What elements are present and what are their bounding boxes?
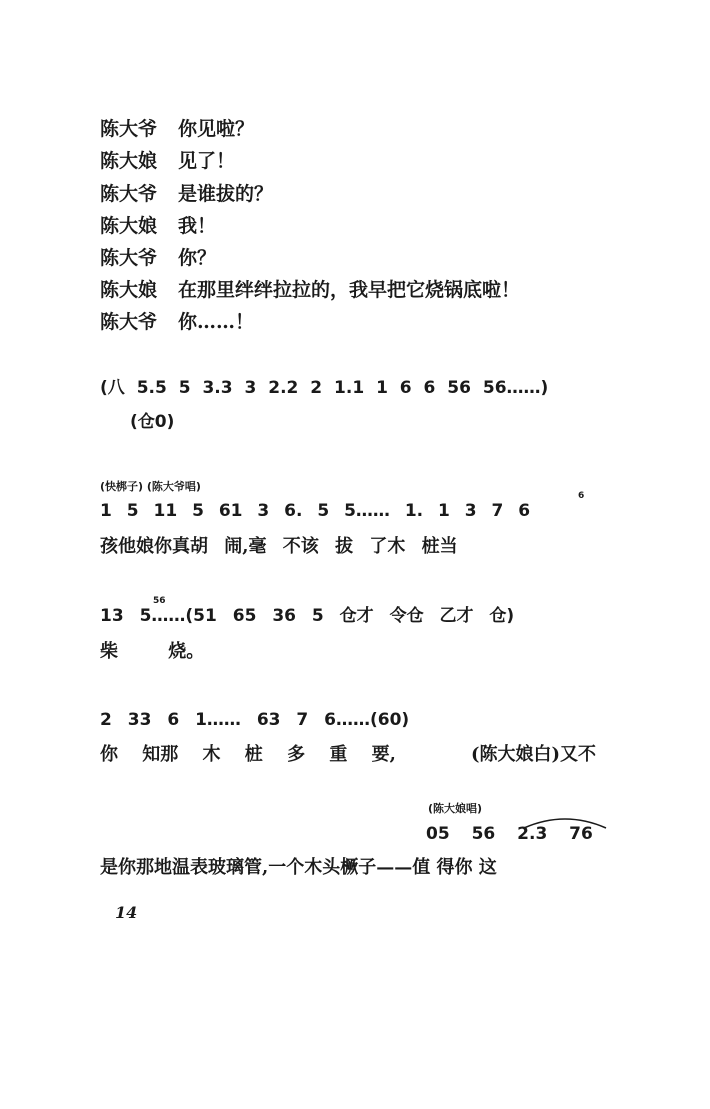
speaker: 陈大爷 — [100, 183, 158, 205]
page-number: 14 — [115, 903, 138, 922]
dialogue-line — [100, 185, 273, 204]
speaker: 陈大娘 — [100, 279, 158, 301]
dialogue-line — [100, 152, 235, 171]
speaker: 陈大爷 — [100, 311, 158, 333]
notation-line-2: 13 5……(51 65 36 5 仓才 令仓 乙才 仓) — [100, 606, 515, 626]
speaker: 陈大爷 — [100, 247, 158, 269]
speech: 你？ — [178, 247, 217, 269]
speaker: 陈大爷 — [100, 118, 158, 140]
dialogue-line — [100, 120, 254, 139]
dialogue-line — [100, 281, 520, 300]
speaker: 陈大娘 — [100, 150, 158, 172]
speech: 我！ — [178, 215, 217, 237]
lyrics-line-1: 孩他娘你真胡 闹,毫 不该 拔 了木 桩当 — [100, 536, 458, 557]
grace-note: 6 — [578, 491, 585, 501]
grace-note: 56 — [153, 596, 166, 606]
notation-line-3: 2 33 6 1…… 63 7 6……(60) — [100, 710, 410, 730]
notation-line-4: 05 56 2.3 76 — [426, 824, 593, 844]
speech: 在那里绊绊拉拉的，我早把它烧锅底啦！ — [178, 279, 521, 301]
dialogue-line — [100, 249, 216, 268]
speech: 你见啦？ — [178, 118, 255, 140]
lyrics-line-4: 是你那地温表玻璃管,一个木头橛子——值 得你 这 — [100, 857, 497, 878]
section-label: (陈大娘唱) — [428, 802, 483, 815]
lyrics-line-2: 柴 烧。 — [100, 641, 205, 662]
dialogue-line — [100, 313, 254, 332]
intro-ending: (仓0) — [130, 412, 175, 432]
speech: 见了！ — [178, 150, 236, 172]
lyrics-line-3: 你 知那 木 桩 多 重 要, — [100, 744, 396, 765]
intro-notation: (八 5.5 5 3.3 3 2.2 2 1.1 1 6 6 56 56……) — [100, 378, 549, 398]
notation-line-1: 1 5 11 5 61 3 6. 5 5…… 1. 1 3 7 6 — [100, 501, 531, 521]
speaker: 陈大娘 — [100, 215, 158, 237]
dialogue-line — [100, 217, 216, 236]
spoken-cue: (陈大娘白)又不 — [471, 744, 597, 765]
speech: 你……！ — [178, 311, 255, 333]
speech: 是谁拔的？ — [178, 183, 274, 205]
section-label: (快梆子) (陈大爷唱) — [100, 480, 201, 493]
